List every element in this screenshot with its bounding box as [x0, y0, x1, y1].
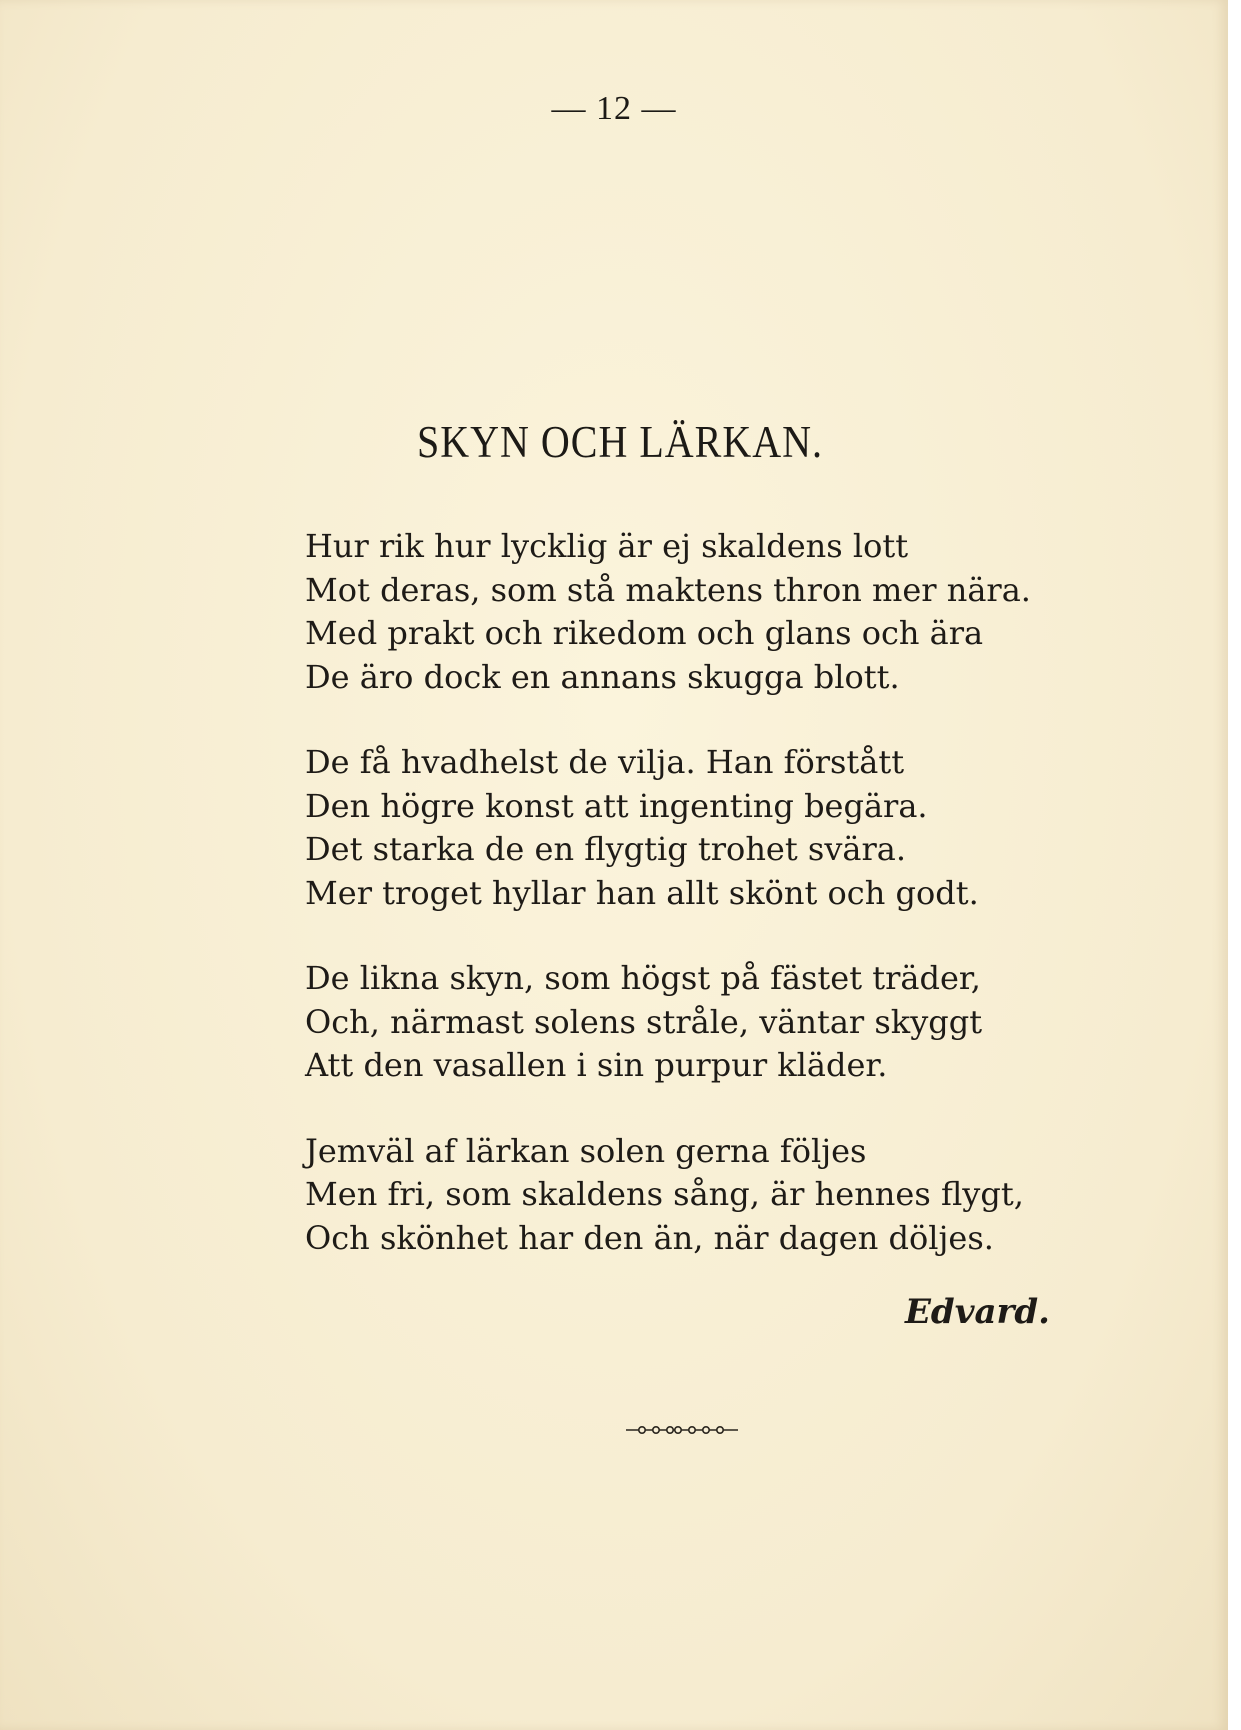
poem-line: Den högre konst att ingenting begära. [305, 786, 928, 825]
poem-line: Jemväl af lärkan solen gerna följes [305, 1131, 867, 1170]
poem-line: De äro dock en annans skugga blott. [305, 657, 900, 696]
poem-line: Hur rik hur lycklig är ej skaldens lott [305, 527, 909, 565]
poem-line: Och, närmast solens stråle, väntar skyggt [305, 1002, 983, 1041]
poem-title: SKYN OCH LÄRKAN. [416, 415, 824, 468]
poem-line: Och skönhet har den än, när dagen döljes. [305, 1218, 994, 1257]
chain-ornament-icon [626, 1424, 738, 1436]
poem-line: De likna skyn, som högst på fästet träder, [305, 959, 981, 997]
poem-line: Mer troget hyllar han allt skönt och godt. [305, 873, 979, 912]
poem-body [305, 525, 1085, 1302]
poem-line: Det starka de en flygtig trohet svära. [305, 830, 907, 868]
poem-line: Men fri, som skaldens sång, är hennes flygt, [305, 1175, 1024, 1213]
poem-line: Med prakt och rikedom och glans och ära [305, 614, 984, 652]
stanza-1 [305, 525, 1085, 699]
stanza-4 [305, 1130, 1085, 1261]
poem-line: Att den vasallen i sin purpur kläder. [305, 1046, 888, 1084]
stanza-3 [305, 957, 1085, 1088]
author-signature: Edvard. [905, 1292, 1050, 1332]
stanza-2 [305, 741, 1085, 915]
page-number: — 12 — [551, 90, 677, 127]
poem-line: Mot deras, som stå maktens thron mer nära. [305, 570, 1031, 609]
poem-line: De få hvadhelst de vilja. Han förstått [305, 743, 905, 781]
